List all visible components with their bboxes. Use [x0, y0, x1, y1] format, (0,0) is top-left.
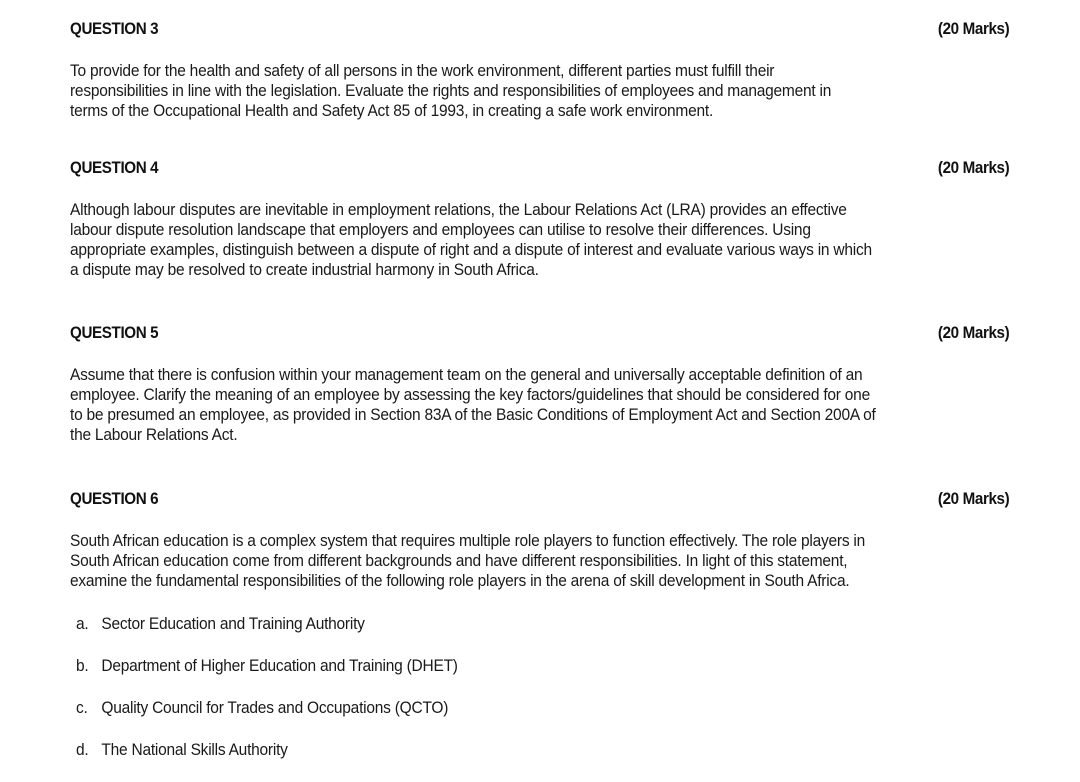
list-item: [76, 614, 458, 656]
question-header: [70, 19, 1009, 39]
question-6: [70, 489, 1080, 591]
list-item: [76, 656, 458, 698]
body-line: a dispute may be resolved to create industrial harmony in South Africa.: [70, 261, 539, 279]
body-line: examine the fundamental responsibilities of the following role players in the arena of skill development in South Africa.: [70, 572, 850, 590]
list-item-text: Sector Education and Training Authority: [101, 615, 365, 633]
body-line: terms of the Occupational Health and Safety Act 85 of 1993, in creating a safe work environment.: [70, 102, 714, 120]
question-4: [70, 158, 1080, 280]
question-header: [70, 158, 1009, 178]
list-item-text: Department of Higher Education and Training (DHET): [101, 657, 458, 675]
question-body: [70, 200, 1010, 280]
body-line: responsibilities in line with the legislation. Evaluate the rights and responsibilities of employees and management in: [70, 82, 832, 100]
body-line: the Labour Relations Act.: [70, 426, 238, 444]
body-line: South African education come from different backgrounds and have different responsibilities. In light of this statement,: [70, 552, 848, 570]
list-marker: b.: [76, 657, 89, 675]
list-marker: a.: [76, 615, 89, 633]
list-item-text: Quality Council for Trades and Occupations (QCTO): [101, 699, 449, 717]
question-body: [70, 365, 1010, 445]
question-title: QUESTION 3: [70, 20, 159, 38]
body-line: South African education is a complex system that requires multiple role players to function effectively. The role players in: [70, 532, 866, 550]
body-line: labour dispute resolution landscape that employers and employees can utilise to resolve their differences. Using: [70, 221, 811, 239]
list-item: [76, 698, 458, 740]
question-body: [70, 61, 1010, 121]
question-5: [70, 323, 1080, 445]
question-3: [70, 19, 1080, 121]
body-line: To provide for the health and safety of all persons in the work environment, different parties must fulfill their: [70, 62, 775, 80]
list-marker: c.: [76, 699, 88, 717]
body-line: appropriate examples, distinguish between a dispute of right and a dispute of interest and evaluate various ways in which: [70, 241, 872, 259]
list-marker: d.: [76, 741, 89, 759]
question-marks: (20 Marks): [937, 490, 1010, 508]
question-marks: (20 Marks): [937, 159, 1010, 177]
body-line: Assume that there is confusion within your management team on the general and universally acceptable definition of an: [70, 366, 863, 384]
body-line: employee. Clarify the meaning of an employee by assessing the key factors/guidelines that should be considered for one: [70, 386, 870, 404]
question-marks: (20 Marks): [937, 20, 1010, 38]
body-line: Although labour disputes are inevitable in employment relations, the Labour Relations Act (LRA) provides an effective: [70, 201, 847, 219]
question-header: [70, 489, 1009, 509]
list-item: [76, 740, 458, 782]
question-header: [70, 323, 1009, 343]
list-item-text: The National Skills Authority: [101, 741, 288, 759]
question-title: QUESTION 5: [70, 324, 159, 342]
question-body: [70, 531, 1010, 591]
role-players-list: [76, 614, 482, 782]
body-line: to be presumed an employee, as provided in Section 83A of the Basic Conditions of Employment Act and Section 200A of: [70, 406, 876, 424]
question-title: QUESTION 6: [70, 490, 159, 508]
question-marks: (20 Marks): [937, 324, 1010, 342]
question-title: QUESTION 4: [70, 159, 159, 177]
